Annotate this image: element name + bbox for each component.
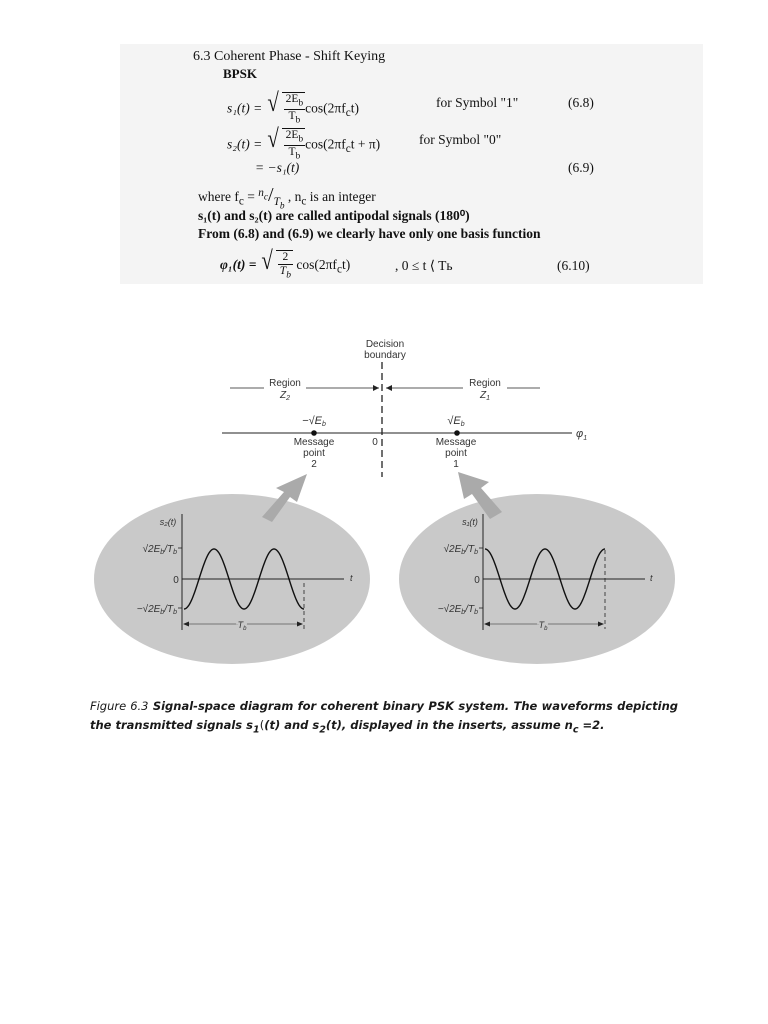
equation-phi1: φ₁(t) = √ $\frac{2}{T_b}$ $\cos(2\pi f_ct)$ <box>220 246 351 281</box>
basis-function-statement: From (6.8) and (6.9) we clearly have only one basis function <box>198 226 541 241</box>
message-point-2-label-1: Message <box>293 437 335 448</box>
left-inset-zero-label: 0 <box>173 575 179 586</box>
origin-label: 0 <box>372 437 378 448</box>
equation-phi1-range: , 0 ≤ t ⟨ Tь <box>395 258 453 273</box>
signal-space-diagram <box>92 332 702 672</box>
section-subheading: BPSK <box>223 66 257 81</box>
equation-s1-condition: for Symbol "1" <box>436 95 519 110</box>
message-point-1-label-3: 1 <box>453 459 459 470</box>
region2-symbol: $Z_2$ <box>279 390 291 402</box>
left-inset-ytop-label: $√2E_b/T_b$ <box>142 544 177 556</box>
right-inset-t-label: t <box>650 573 653 583</box>
antipodal-statement: s₁(t) and s₂(t) are called antipodal signals (180⁰) <box>198 208 470 223</box>
region1-symbol: $Z_1$ <box>479 390 491 402</box>
left-inset-t-label: t <box>350 573 353 583</box>
message-point-1-value: √Eb <box>447 415 465 428</box>
equation-s2-antipodal: = −s₁(t) <box>255 160 300 175</box>
equation-number-6-10: (6.10) <box>557 258 590 273</box>
right-inset-ylabel: s₁(t) <box>462 517 478 527</box>
equation-number-6-9: (6.9) <box>568 160 594 175</box>
phi1-axis-label: $\varphi_1$ <box>576 428 588 442</box>
decision-boundary-label-1: Decision <box>365 339 405 350</box>
figure-caption: Figure 6.3 Signal-space diagram for coherent binary PSK system. The waveforms depicting the transmitted signals $s_1((t)$ and $s_2(t)$, displayed in the inserts, assume $n_c =2$. <box>90 699 678 736</box>
section-heading: 6.3 Coherent Phase - Shift Keying <box>193 49 386 64</box>
equation-number-6-8: (6.8) <box>568 95 594 110</box>
left-inset-ybot-label: $-√2E_b/T_b$ <box>136 604 177 616</box>
figure-label: Figure 6.3 <box>90 699 149 713</box>
right-inset-tb-label: $T_b$ <box>538 620 548 632</box>
region2-arrowhead <box>373 385 379 391</box>
right-inset-zero-label: 0 <box>474 575 480 586</box>
right-inset-ybot-label: $-√2E_b/T_b$ <box>437 604 478 616</box>
where-fc-line: where $f_c = ^{n_c}/_{T_b}$ , $n_c$ is an integer <box>198 184 376 211</box>
message-point-1-label-2: point <box>445 448 467 459</box>
left-inset-ylabel: s₂(t) <box>159 517 177 527</box>
message-point-2-value: −√Eb <box>302 415 326 428</box>
message-point-2-marker <box>311 430 317 436</box>
equation-s1: s₁(t) = √ $\frac{2E_b}{T_b}$ $\cos(2\pi f_ct)$ <box>227 88 359 126</box>
message-point-2-label-2: point <box>303 448 325 459</box>
decision-boundary-label-2: boundary <box>364 350 406 361</box>
message-point-1-marker <box>454 430 460 436</box>
message-point-2-label-3: 2 <box>311 459 317 470</box>
region1-label: Region <box>469 378 501 389</box>
equation-s2: s₂(t) = √ $\frac{2E_b}{T_b}$ $\cos(2\pi f_ct + \pi)$ <box>227 124 381 162</box>
equation-image <box>120 44 703 284</box>
equation-s2-condition: for Symbol "0" <box>419 132 502 147</box>
left-inset-tb-label: $T_b$ <box>237 620 247 632</box>
right-inset-ytop-label: $√2E_b/T_b$ <box>443 544 478 556</box>
message-point-1-label-1: Message <box>435 437 477 448</box>
region2-label: Region <box>269 378 301 389</box>
